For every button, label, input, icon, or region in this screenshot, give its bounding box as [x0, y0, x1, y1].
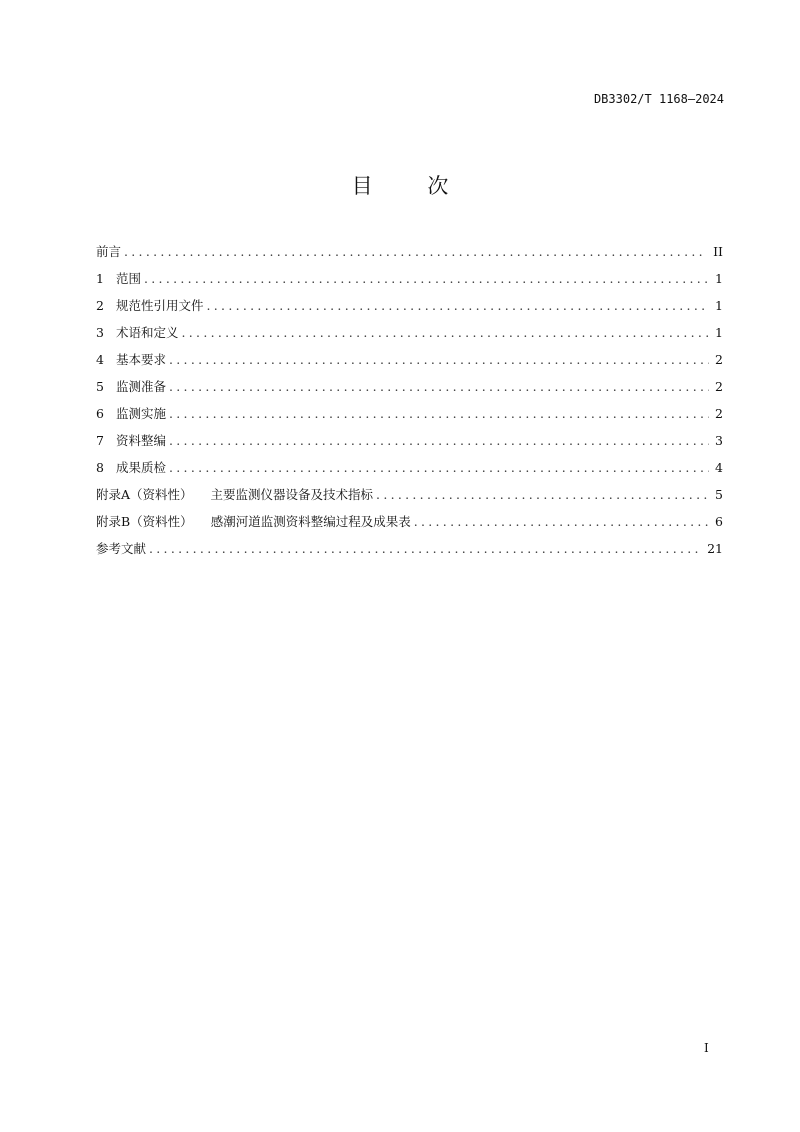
toc-number: 4	[96, 352, 104, 367]
leader-dots	[169, 458, 709, 478]
appendix-tag: 附录B（资料性）	[96, 514, 193, 529]
toc-page: 1	[715, 298, 723, 313]
page-number: I	[704, 1041, 709, 1055]
toc-label: 感潮河道监测资料整编过程及成果表	[210, 514, 411, 529]
toc-entry-basic-requirements[interactable]	[96, 350, 723, 377]
title-char-1: 目	[351, 174, 373, 198]
toc-page: 4	[715, 460, 723, 475]
toc-page: II	[713, 244, 723, 259]
toc-number: 3	[96, 325, 104, 340]
toc-label: 成果质检	[116, 460, 167, 475]
toc-number: 6	[96, 406, 104, 421]
toc-entry-scope[interactable]	[96, 269, 723, 296]
toc-entry-normative-references[interactable]	[96, 296, 723, 323]
toc-number: 2	[96, 298, 104, 313]
toc-label: 基本要求	[116, 352, 167, 367]
leader-dots	[124, 242, 707, 262]
toc-entry-terms[interactable]	[96, 323, 723, 350]
toc-label: 主要监测仪器设备及技术指标	[210, 487, 374, 502]
toc-page: 2	[715, 379, 723, 394]
toc-label: 前言	[96, 244, 122, 259]
toc-page: 1	[715, 271, 723, 286]
leader-dots	[182, 323, 710, 343]
toc-number: 8	[96, 460, 104, 475]
table-of-contents	[96, 242, 723, 566]
toc-entry-foreword[interactable]	[96, 242, 723, 269]
leader-dots	[414, 512, 709, 532]
toc-label: 参考文献	[96, 541, 147, 556]
toc-entry-implementation[interactable]	[96, 404, 723, 431]
toc-label: 规范性引用文件	[116, 298, 204, 313]
toc-label: 术语和定义	[116, 325, 179, 340]
document-code: DB3302/T 1168—2024	[593, 92, 724, 106]
leader-dots	[149, 539, 701, 559]
toc-entry-appendix-a[interactable]	[96, 485, 723, 512]
toc-page: 3	[715, 433, 723, 448]
toc-page: 5	[715, 487, 723, 502]
toc-number: 5	[96, 379, 104, 394]
title-char-2: 次	[427, 174, 449, 198]
leader-dots	[144, 269, 709, 289]
toc-page: 6	[715, 514, 723, 529]
toc-number: 7	[96, 433, 104, 448]
toc-entry-quality-check[interactable]	[96, 458, 723, 485]
toc-entry-preparation[interactable]	[96, 377, 723, 404]
leader-dots	[169, 377, 709, 397]
leader-dots	[169, 404, 709, 424]
toc-entry-appendix-b[interactable]	[96, 512, 723, 539]
leader-dots	[376, 485, 709, 505]
toc-label: 监测实施	[116, 406, 167, 421]
toc-page: 2	[715, 406, 723, 421]
toc-label: 监测准备	[116, 379, 167, 394]
toc-entry-data-compilation[interactable]	[96, 431, 723, 458]
toc-entry-bibliography[interactable]	[96, 539, 723, 566]
leader-dots	[169, 431, 709, 451]
toc-label: 资料整编	[116, 433, 167, 448]
toc-page: 1	[715, 325, 723, 340]
leader-dots	[207, 296, 710, 316]
leader-dots	[169, 350, 709, 370]
appendix-tag: 附录A（资料性）	[96, 487, 193, 502]
page-title	[0, 170, 800, 200]
toc-number: 1	[96, 271, 104, 286]
toc-page: 21	[707, 541, 723, 556]
toc-label: 范围	[116, 271, 142, 286]
toc-page: 2	[715, 352, 723, 367]
